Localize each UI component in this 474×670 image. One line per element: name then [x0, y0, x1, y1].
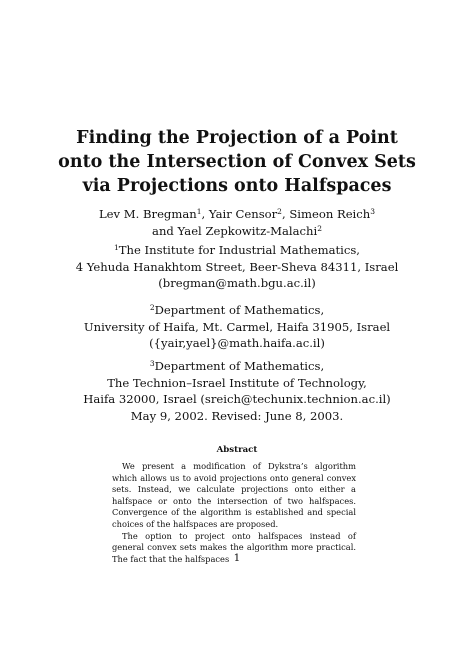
- affiliation-line: [0, 358, 474, 375]
- author-name: Simeon Reich: [289, 207, 371, 221]
- affiliation-text: The Institute for Industrial Mathematics,: [118, 243, 360, 257]
- paper-title: [0, 126, 474, 198]
- page-number: 1: [233, 552, 241, 564]
- author-conjunction: and: [152, 223, 178, 238]
- author-affiliation-mark: 1: [196, 207, 202, 216]
- affiliation-3: [0, 358, 474, 408]
- author-affiliation-mark: 2: [317, 223, 322, 233]
- affiliation-mark: 1: [114, 243, 119, 252]
- author-affiliation-mark: 3: [370, 207, 376, 216]
- affiliation-line: University of Haifa, Mt. Carmel, Haifa 31905, Israel: [83, 319, 391, 334]
- affiliation-line: 4 Yehuda Hanakhtom Street, Beer-Sheva 84311, Israel: [75, 259, 399, 274]
- affiliation-line: [0, 302, 474, 319]
- author-line: [0, 206, 474, 223]
- abstract-paragraph: We present a modification of Dykstra’s algorithm which allows us to avoid projections onto general convex sets. Instead, we calculate projections onto either a halfspace or onto the intersection of two halfspaces. Convergence of the algorithm is established and special choices of the halfspaces are proposed.: [112, 461, 356, 529]
- affiliation-mark: 2: [149, 303, 155, 312]
- affiliation-text: Department of Mathematics,: [154, 303, 325, 317]
- author-separator: ,: [281, 207, 290, 221]
- title-line: via Projections onto Halfspaces: [82, 176, 392, 196]
- affiliation-email: Haifa 32000, Israel (sreich@techunix.technion.ac.il): [83, 392, 391, 406]
- abstract-paragraph: The option to project onto halfspaces instead of general convex sets makes the algorithm more practical. The fact that the halfspaces: [112, 530, 356, 564]
- paper-date: [0, 408, 474, 425]
- affiliation-mark: 3: [149, 359, 155, 368]
- author-list: [0, 206, 474, 239]
- affiliation-line: The Technion–Israel Institute of Technology,: [107, 375, 367, 390]
- title-line: Finding the Projection of a Point: [76, 128, 398, 148]
- affiliation-1: [0, 242, 474, 292]
- abstract-body: [112, 461, 356, 565]
- author-name: Yael Zepkowitz-Malachi: [177, 223, 318, 238]
- affiliation-email: ({yair,yael}@math.haifa.ac.il): [149, 336, 325, 350]
- author-name: Lev M. Bregman: [98, 207, 197, 221]
- author-affiliation-mark: 2: [277, 207, 282, 216]
- abstract-heading: Abstract: [216, 445, 258, 455]
- affiliation-email: (bregman@math.bgu.ac.il): [158, 276, 316, 290]
- title-line: onto the Intersection of Convex Sets: [58, 152, 416, 172]
- affiliation-2: [0, 302, 474, 352]
- author-name: Yair Censor: [208, 207, 278, 221]
- author-line: [0, 223, 474, 240]
- affiliation-text: Department of Mathematics,: [154, 359, 325, 373]
- date-text: May 9, 2002. Revised: June 8, 2003.: [130, 409, 344, 423]
- author-separator: ,: [201, 207, 209, 221]
- affiliation-line: [0, 242, 474, 259]
